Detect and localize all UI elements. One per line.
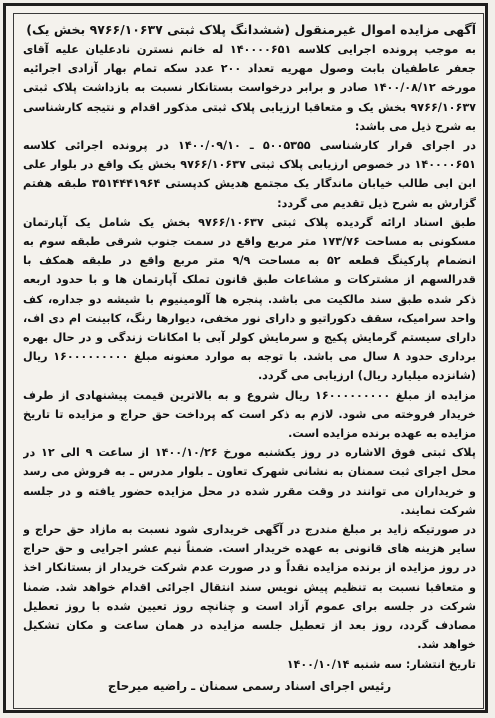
auction-conditions: در صورتیکه زاید بر مبلغ مندرج در آگهی خریداری شود نسبت به مازاد حق حراج و سایر هزینه های قانونی به عهده خریدار است. ضمناً نیم عشر اجرایی و حق حراج در روز مزایده از برنده مزایده نقداً و در صورت عدم شرکت خریدار از بستانکار اخذ و متعاقبا نسبت به تنظیم پیش نویس سند انتقال اجرائی اقدام خواهد شد. ضمنا شرکت در جلسه برای عموم آزاد است و چنانچه روز تعیین شده با روز تعطیل مصادف گردد، روز بعد از تعطیل جلسه مزایده در همان ساعت و مکان تشکیل خواهد شد. bbox=[23, 523, 476, 652]
notice-outer-border bbox=[3, 3, 488, 713]
auction-schedule: پلاک ثبتی فوق الاشاره در روز یکشنبه مورخ ۱۴۰۰/۱۰/۲۶ از ساعت ۹ الی ۱۲ در محل اجرای ثبت سمنان به نشانی شهرک تعاون ـ بلوار مدرس ـ به فروش می رسد و خریداران می توانند در وقت مقرر شده در محل مزایده حضور یافته و در جلسه شرکت نمایند. bbox=[23, 446, 476, 517]
notice-intro: به موجب پرونده اجرایی کلاسه ۱۴۰۰۰۰۶۵۱ له خانم نسترن نادعلیان علیه آقای جعفر عاطفیان بابت وصول مهریه تعداد ۲۰۰ عدد سکه تمام بهار آزادی اجرائیه مورخه ۱۴۰۰/۰۸/۱۲ صادر و برابر درخواست بستانکار نسبت به بازداشت پلاک ثبتی ۹۷۶۶/۱۰۶۳۷ بخش یک و متعاقبا ارزیابی پلاک ثبتی مذکور اقدام و نتیجه کارشناسی به شرح ذیل می باشد: bbox=[23, 43, 476, 133]
signature: رئیس اجرای اسناد رسمی سمنان ـ راضیه میرحاج bbox=[107, 678, 392, 693]
expert-report: در اجرای قرار کارشناسی ۵۰۰۵۳۵۵ ـ ۱۴۰۰/۰۹/۱۰ در پرونده اجرائی کلاسه ۱۴۰۰۰۰۶۵۱ در خصوص ارزیابی پلاک ثبتی ۹۷۶۶/۱۰۶۳۷ بخش یک واقع در بلوار علی ابن ابی طالب خیابان ماندگار یک مجتمع هدیش کدپستی ۳۵۱۴۴۴۱۹۶۴ طبقه هفتم گزارش به شرح ذیل تقدیم می گردد: bbox=[23, 139, 476, 210]
publish-date: تاریخ انتشار: سه شنبه ۱۴۰۰/۱۰/۱۴ bbox=[286, 657, 476, 671]
property-description: طبق اسناد ارائه گردیده پلاک ثبتی ۹۷۶۶/۱۰۶۳۷ بخش یک شامل یک آپارتمان مسکونی به مساحت ۱۷۳/۷۶ متر مربع واقع در سمت جنوب شرقی طبقه سوم به انضمام پارکینگ قطعه ۵۲ به مساحت ۹/۹ متر مربع واقع در طبقه همکف با قدرالسهم از مشترکات و مشاعات طبق قانون تملک آپارتمان ها و با حدود اربعه ذکر شده طبق سند مالکیت می باشد. پنجره ها آلومینیوم با شیشه دو جداره، کف واحد سرامیک، سقف دکوراتیو و دارای نور مخفی، دیوارها رنگ، کابینت ام دی اف، دارای سیستم گرمایش پکیج و سرمایش کولر آبی با امکانات زندگی و در حال بهره برداری حدود ۸ سال می باشد. با توجه به موارد معنونه مبلغ ۱۶۰۰۰۰۰۰۰۰۰ ریال (شانزده میلیارد ریال) ارزیابی می گردد. bbox=[23, 215, 476, 383]
notice-title: آگهی مزایده اموال غیرمنقول (ششدانگ پلاک ثبتی ۹۷۶۶/۱۰۶۳۷ بخش یک) bbox=[26, 22, 476, 37]
notice-body bbox=[23, 20, 476, 704]
notice-inner-border bbox=[13, 13, 484, 709]
auction-terms: مزایده از مبلغ ۱۶۰۰۰۰۰۰۰۰۰ ریال شروع و به بالاترین قیمت پیشنهادی از طرف خریدار فروخته می شود. لازم به ذکر است که پرداخت حق حراج و مزایده تا تاریخ مزایده به عهده برنده مزایده است. bbox=[23, 388, 476, 441]
